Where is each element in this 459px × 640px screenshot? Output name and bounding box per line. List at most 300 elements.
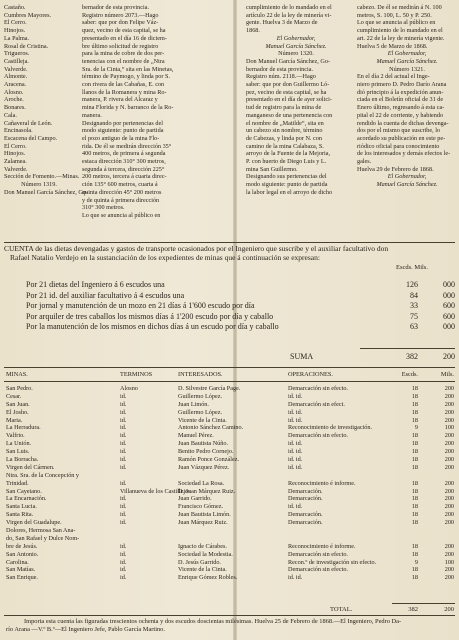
column-line: acordado su publicación en este pe-	[357, 134, 446, 142]
expense-concept: Por 21 id. del auxiliar facultativo á 4 escudos una	[26, 290, 185, 300]
interested-party: Juan Limón.	[178, 400, 209, 408]
column-line: El Cerro.	[4, 19, 27, 27]
term: id.	[120, 424, 127, 432]
column-line: Sección de Fomento.—Minas.	[4, 173, 80, 181]
table-top-rule	[4, 367, 455, 368]
table-row	[0, 503, 459, 511]
interested-party: Sociedad la Modestia.	[178, 550, 233, 558]
mils: 100	[444, 424, 454, 432]
expense-row	[26, 312, 456, 323]
mils: 200	[444, 440, 454, 448]
interested-party: Guillermo López.	[178, 392, 222, 400]
table-row	[0, 511, 459, 519]
column-line: Registro núm. 2118.—Hago	[246, 73, 316, 81]
term: id.	[120, 558, 127, 566]
escudos: 18	[411, 574, 418, 582]
escudos: 18	[411, 440, 418, 448]
operation: Reconocimiento é informe.	[288, 479, 356, 487]
term: id.	[120, 432, 127, 440]
column-line: Castilleja.	[4, 57, 29, 65]
mines-table-body	[0, 385, 459, 582]
mine-name: Carolina.	[6, 558, 29, 566]
column-line: Lo que se anuncia al público en	[82, 211, 161, 219]
column-line: Escacena del Campo.	[4, 134, 58, 142]
interested-party: Ramón Ponce González.	[178, 456, 239, 464]
sum-amount: 382	[406, 352, 418, 361]
table-row	[0, 527, 459, 535]
column-line: Almonte.	[4, 73, 28, 81]
escudos: 18	[411, 519, 418, 527]
sum-label: SUMA	[290, 352, 314, 361]
operation: id. id.	[288, 503, 303, 511]
operation: id. id.	[288, 463, 303, 471]
operation: Reconocimiento de investigación.	[288, 424, 373, 432]
expense-amount: 75	[410, 311, 418, 321]
operation: Reconocimiento é informe.	[288, 542, 356, 550]
mine-name: Trinidad.	[6, 479, 29, 487]
table-row	[0, 393, 459, 401]
column-line: cumplimiento de lo mandado en el	[246, 4, 332, 11]
mine-name: El Josho.	[6, 408, 29, 416]
column-line: bre último solicitud de registro	[82, 42, 159, 50]
mine-name: La Herradura.	[6, 424, 41, 432]
column-line: El Gobernador,	[387, 50, 427, 58]
column-line: El Gobernador,	[276, 34, 316, 42]
mine-name: La Encarnación.	[6, 495, 47, 503]
mine-name: do, San Rafael y Dulce Nom-	[6, 534, 80, 542]
column-line: Zalamea.	[4, 158, 27, 166]
interested-party: D. Silvestre García Page.	[178, 385, 241, 392]
column-line: Lo que se anuncia al público en	[357, 19, 436, 27]
header-operations: OPERACIONES.	[288, 371, 333, 378]
mils: 200	[444, 566, 454, 574]
interested-party: Manuel Pérez.	[178, 432, 214, 440]
table-row	[0, 566, 459, 574]
column-line: El Cerro.	[4, 142, 27, 150]
escudos: 18	[411, 448, 418, 456]
footer-line: río Arana —V.º B.º—El Ingeniero Jefe, Pablo García Martino.	[6, 626, 165, 633]
escudos: 18	[411, 400, 418, 408]
expense-concept: Por jornal y manutención de un mozo en 21 días á 1'600 escudo por día	[26, 301, 255, 310]
column-line: Huelva 5 de Marzo de 1868.	[357, 42, 428, 50]
table-row	[0, 495, 459, 503]
column-line: Manuel García Sánchez.	[265, 42, 327, 50]
table-row	[0, 559, 459, 567]
mils: 100	[444, 558, 454, 566]
column-line: Don Manuel García Sánchez, Go-	[4, 188, 89, 196]
term: id.	[120, 503, 127, 511]
column-line: Manuel García Sánchez.	[376, 181, 438, 189]
expense-row	[26, 291, 456, 302]
header-escudos: Escds.	[401, 371, 418, 378]
term: Villanueva de los Castillejos	[120, 487, 191, 495]
escudos: 18	[411, 479, 418, 487]
column-line: cabezo. De él se medirán á N. 100	[357, 4, 442, 11]
operation: Demarcación.	[288, 495, 323, 503]
column-municipalities	[4, 4, 89, 242]
column-line: Don Manuel García Sánchez, Go-	[246, 57, 331, 65]
expense-row	[26, 301, 456, 312]
column-line: la labor legal en el arroyo de dicho	[246, 188, 333, 196]
column-line: Cala.	[4, 111, 17, 119]
column-line: mina San Guillermo.	[246, 165, 298, 173]
column-line: ciada en el Boletín oficial de 31 de	[357, 96, 444, 104]
column-line: tenencias con el nombre de „Ntra	[82, 57, 165, 65]
interested-party: Vicente de la Cinta.	[178, 416, 227, 424]
column-line: Bonares.	[4, 104, 26, 112]
column-line: Número 1321.	[389, 65, 425, 73]
expense-row	[26, 280, 456, 291]
column-line: Valverde.	[4, 65, 28, 73]
column-line: pital el 22 de corriente, y habiendo	[357, 111, 444, 119]
column-line: Huelva 29 de Febrero de 1868.	[357, 165, 434, 173]
column-line: rida. De él se medirán dirección 35°	[82, 142, 172, 150]
column-line: manera.	[82, 111, 102, 119]
operation: Recon.º de investigación sin efecto.	[288, 558, 377, 566]
term: id.	[120, 456, 127, 464]
term: id.	[120, 574, 127, 582]
column-line: Valverde.	[4, 165, 28, 173]
mils: 200	[444, 542, 454, 550]
mine-name: San Juan.	[6, 400, 30, 408]
mine-name: Valfrio.	[6, 432, 25, 440]
header-interested: INTERESADOS.	[178, 371, 223, 378]
column-line: segunda á tercera, dirección 225°	[82, 165, 165, 173]
expense-amount: 63	[410, 322, 418, 331]
term: id.	[120, 448, 127, 456]
expense-concept: Por la manutención de los mismos en dichos días á un escudo por día y caballo	[26, 322, 279, 331]
escudos: 18	[411, 550, 418, 558]
column-line: cumplimiento de lo mandado en el	[357, 27, 443, 35]
escudos: 18	[411, 511, 418, 519]
mils: 200	[444, 432, 454, 440]
term: id.	[120, 511, 127, 519]
column-line: Alosno.	[4, 88, 24, 96]
column-line: 400 metros, de primera á segunda	[82, 150, 166, 158]
interested-party: Juan Bautista Limón.	[178, 511, 231, 519]
column-line: La Palma.	[4, 34, 30, 42]
column-line: gales.	[357, 158, 372, 166]
column-line: Trigueros.	[4, 50, 30, 58]
escudos-header: Escds. Mils.	[396, 264, 428, 271]
column-line: Manuel García Sánchez.	[376, 57, 438, 65]
column-line: 310° 300 metros.	[82, 204, 125, 212]
mine-name: San Enrique.	[6, 574, 38, 582]
interested-party: Guillermo López.	[178, 408, 222, 416]
column-line: Aroche.	[4, 96, 24, 104]
column-line: saber: que por don Guillermo Ló-	[246, 81, 330, 89]
column-mine-registry-2118	[246, 4, 346, 242]
mine-name: Santa Rita.	[6, 511, 34, 519]
section-divider	[4, 242, 455, 243]
column-line: quinta dirección 45° 200 metros	[82, 188, 162, 196]
interested-party: Francisco Gómez.	[178, 503, 224, 511]
interested-party: Ignacio de Cárabes.	[178, 542, 227, 550]
column-line: Registro número 2073.—Hago	[82, 11, 159, 19]
table-row	[0, 488, 459, 496]
table-header-rule	[4, 381, 455, 382]
term: id.	[120, 463, 127, 471]
column-notice-1321	[357, 4, 457, 242]
interested-party: Juan Garrido.	[178, 495, 212, 503]
mils: 200	[444, 503, 454, 511]
operation: id. id.	[288, 448, 303, 456]
expense-concept: Por 21 dietas del Ingeniero á 6 escudos una	[26, 280, 165, 289]
column-line: 200 metros, tercera á cuarta direc-	[82, 173, 167, 181]
header-mils: Mils.	[440, 371, 454, 378]
term: id.	[120, 400, 127, 408]
escudos: 18	[411, 408, 418, 416]
column-line: modo siguiente: punto de partida	[82, 127, 164, 135]
expense-amount: 84	[410, 290, 418, 300]
column-line: Número 1320.	[278, 50, 314, 58]
mils: 200	[444, 550, 454, 558]
operation: Demarcación.	[288, 511, 323, 519]
mine-name: Virgen del Cármen.	[6, 463, 55, 471]
table-row	[0, 409, 459, 417]
column-line: bernador de esta provincia.	[246, 65, 314, 73]
column-line: En el día 2 del actual el Inge-	[357, 73, 430, 81]
mils: 200	[444, 574, 454, 582]
column-line: con rivera de las Cabañas, E. con	[82, 81, 165, 89]
footer-note	[6, 618, 456, 634]
escudos: 18	[411, 392, 418, 400]
expense-amount: 126	[406, 280, 418, 289]
mils: 200	[444, 416, 454, 424]
column-line: 1868.	[246, 27, 260, 35]
mils: 200	[444, 385, 454, 392]
account-title-line: CUENTA de las dietas devengadas y gastos de transporte ocasionados por el Ingeniero que suscribe y el auxiliar facultativo don	[4, 244, 389, 253]
term: id.	[120, 550, 127, 558]
expense-cents: 000	[443, 322, 455, 331]
column-line: y de quinta á primera dirección	[82, 196, 160, 204]
mine-name: San Matías.	[6, 566, 36, 574]
column-line: un cabezo sin nombre, término	[246, 127, 323, 135]
mils: 200	[444, 495, 454, 503]
escudos: 9	[414, 424, 418, 432]
operation: id. id.	[288, 392, 303, 400]
footer-rule	[4, 615, 455, 616]
operation: Demarcación sin efect.	[288, 400, 345, 408]
term: id.	[120, 519, 127, 527]
column-line: tud de registro para la mina de	[246, 104, 322, 112]
total-cents: 200	[444, 606, 454, 613]
expense-cents: 000	[443, 280, 455, 289]
interested-party: Enrique Gómez Robles.	[178, 574, 238, 582]
column-line: el pozo antiguo de la mina Flo-	[82, 134, 160, 142]
operation: id. id.	[288, 408, 303, 416]
column-line: Rosal de Cristina.	[4, 42, 49, 50]
term: id.	[120, 416, 127, 424]
column-line: art. 22 de la ley de minería vigente.	[357, 34, 445, 42]
table-row	[0, 472, 459, 480]
column-line: estaca dirección 310° 300 metros,	[82, 158, 166, 166]
expense-amount: 33	[410, 301, 418, 310]
account-title-line: Rafael Natalio Verdejo en la sustanciación de los expedientes de minas que á continuación se expresan:	[10, 253, 320, 262]
escudos: 18	[411, 432, 418, 440]
table-row	[0, 456, 459, 464]
mils: 200	[444, 487, 454, 495]
mine-name: Santa Lucia.	[6, 503, 37, 511]
column-line: Castaño.	[4, 4, 26, 11]
mine-name: Maria.	[6, 416, 23, 424]
expense-cents: 600	[443, 311, 455, 321]
total-rule	[392, 603, 455, 604]
operation: Demarcación sin efecto.	[288, 566, 348, 574]
column-line: Cumbres Mayores.	[4, 11, 52, 19]
column-line: Aracena.	[4, 81, 27, 89]
column-line: saber: que por don Felipe Váz-	[82, 19, 159, 27]
table-row	[0, 401, 459, 409]
total-label: TOTAL.	[330, 606, 353, 613]
column-line: metros, S. 100, L. 50 y P. 250.	[357, 11, 432, 19]
escudos: 18	[411, 416, 418, 424]
operation: Demarcación sin efecto.	[288, 432, 348, 440]
mine-name: La Borracha.	[6, 456, 39, 464]
header-terms: TERMINOS	[120, 371, 153, 378]
column-line: Sra. de la Cinta,“ sita en las Minetas,	[82, 65, 174, 73]
operation: Demarcación.	[288, 487, 323, 495]
mine-name: San Cayetano.	[6, 487, 42, 495]
mine-name: San Luis.	[6, 448, 30, 456]
column-line: dió principio á la expedición anun-	[357, 88, 444, 96]
column-line: modo siguiente: punto de partida	[246, 181, 328, 189]
column-line: dos por el mismo que suscribe, lo	[357, 127, 441, 135]
column-line: gente. Huelva 3 de Marzo de	[246, 19, 318, 27]
mine-name: La Unión.	[6, 440, 32, 448]
account-title	[4, 244, 454, 262]
escudos: 18	[411, 566, 418, 574]
mils: 200	[444, 519, 454, 527]
column-line: bernador de esta provincia.	[82, 4, 150, 11]
header-mines: MINAS.	[6, 371, 28, 378]
expense-row	[26, 322, 456, 333]
term: id.	[120, 440, 127, 448]
escudos: 18	[411, 456, 418, 464]
table-row	[0, 385, 459, 393]
interested-party: D. Jesús Garrido.	[178, 558, 221, 566]
column-mine-registry-2073	[82, 4, 182, 242]
column-line: el nombre de „Matilde“, sita en	[246, 119, 324, 127]
term: Alosno	[120, 385, 138, 392]
sum-cents: 200	[443, 352, 455, 361]
operation: Demarcación.	[288, 519, 323, 527]
table-row	[0, 574, 459, 582]
interested-party: Juan Bautista Núño.	[178, 440, 229, 448]
column-line: arroyo de la Fuente de la Mejoria,	[246, 150, 331, 158]
mine-name: Cesar.	[6, 392, 22, 400]
column-line: Número 1319.	[21, 181, 57, 189]
column-line: de Cabezas, y linda por N. con	[246, 134, 322, 142]
column-line: quez, vecino de esta capital, se ha	[82, 27, 166, 35]
column-line: Enero último, regresando á esta ca-	[357, 104, 445, 112]
column-line: Encinasola.	[4, 127, 33, 135]
mils: 200	[444, 400, 454, 408]
escudos: 18	[411, 385, 418, 392]
table-row	[0, 535, 459, 543]
escudos: 18	[411, 463, 418, 471]
total-amount: 382	[408, 606, 418, 613]
column-line: P. con huerto de Diego Luis y L.	[246, 158, 327, 166]
table-row	[0, 448, 459, 456]
escudos: 9	[414, 558, 418, 566]
mils: 200	[444, 511, 454, 519]
column-line: mina Florida y N. barranco de la Ro-	[82, 104, 174, 112]
mils: 200	[444, 456, 454, 464]
mine-name: San Antonio.	[6, 550, 39, 558]
column-line: Hinojos.	[4, 27, 26, 35]
operation: Demarcación sin efecto.	[288, 385, 348, 392]
interested-party: Antonio Sánchez Camino.	[178, 424, 244, 432]
mine-name: Ntra. Sra. de la Concepción y	[6, 471, 80, 479]
column-line: El Gobernador,	[387, 173, 427, 181]
column-line: manera, P. rivera del Alcaraz y	[82, 96, 158, 104]
table-row	[0, 480, 459, 488]
mine-name: Virgen del Guadalupe.	[6, 519, 62, 527]
column-line: Cañaveral de León.	[4, 119, 53, 127]
column-line: término de Paymogo, y linda por S.	[82, 73, 170, 81]
operation: id. id.	[288, 456, 303, 464]
table-row	[0, 551, 459, 559]
escudos: 18	[411, 503, 418, 511]
term: id.	[120, 495, 127, 503]
mine-name: Dolores, Hermosa San Ana-	[6, 527, 76, 535]
table-row	[0, 440, 459, 448]
mils: 200	[444, 448, 454, 456]
column-line: camino de la mina Calabaza, S.	[246, 142, 324, 150]
column-line: artículo 22 de la ley de minería vi-	[246, 11, 332, 19]
interested-party: Juan Vázquez Pérez.	[178, 463, 230, 471]
table-row	[0, 417, 459, 425]
table-row	[0, 424, 459, 432]
expense-cents: 000	[443, 290, 455, 300]
term: id.	[120, 408, 127, 416]
column-line: ción 135° 600 metros, cuarta á	[82, 181, 158, 189]
term: id.	[120, 566, 127, 574]
sum-rule	[360, 348, 455, 349]
mine-name: bre de Jesús.	[6, 542, 38, 550]
interested-party: Sociedad La Rosa.	[178, 479, 225, 487]
escudos: 18	[411, 542, 418, 550]
term: id.	[120, 392, 127, 400]
column-line: Designando sus pertenencias del	[246, 173, 327, 181]
table-row	[0, 464, 459, 472]
table-row	[0, 543, 459, 551]
expense-cents: 600	[443, 301, 455, 310]
operation: id. id.	[288, 574, 303, 582]
table-row	[0, 432, 459, 440]
column-line: niero primero D. Pedro Darío Arana	[357, 81, 447, 89]
column-line: Designando por pertenencias del	[82, 119, 163, 127]
operation: id. id.	[288, 440, 303, 448]
column-line: riódico oficial para conocimiento	[357, 142, 440, 150]
term: id.	[120, 479, 127, 487]
column-line: rendido la cuenta de dichas devenga-	[357, 119, 449, 127]
footer-line: Importa esta cuenta las figuradas trescientos ochenta y dos escudos doscientas milésimas. Huelva 25 de Febrero de 1868.—El Ingeniero, Pedro Da-	[24, 618, 402, 625]
operation: Demarcación sin efecto.	[288, 550, 348, 558]
operation: id. id.	[288, 416, 303, 424]
expense-concept: Por arquiler de tres caballos los mismos días á 1'200 escudo por día y caballo	[26, 311, 274, 321]
escudos: 18	[411, 487, 418, 495]
interested-party: Juan Márquez Ruiz.	[178, 519, 228, 527]
column-line: llanos de la Romanera y mina Ro-	[82, 88, 167, 96]
column-line: de los interesados y demás efectos le-	[357, 150, 451, 158]
mine-name: San Pedro.	[6, 385, 33, 392]
column-line: presentado en el día de ayer solici-	[246, 96, 332, 104]
mils: 200	[444, 392, 454, 400]
column-line: presentado en el día 16 de diciem-	[82, 34, 167, 42]
interested-party: D. Juan Márquez Ruiz.	[178, 487, 236, 495]
